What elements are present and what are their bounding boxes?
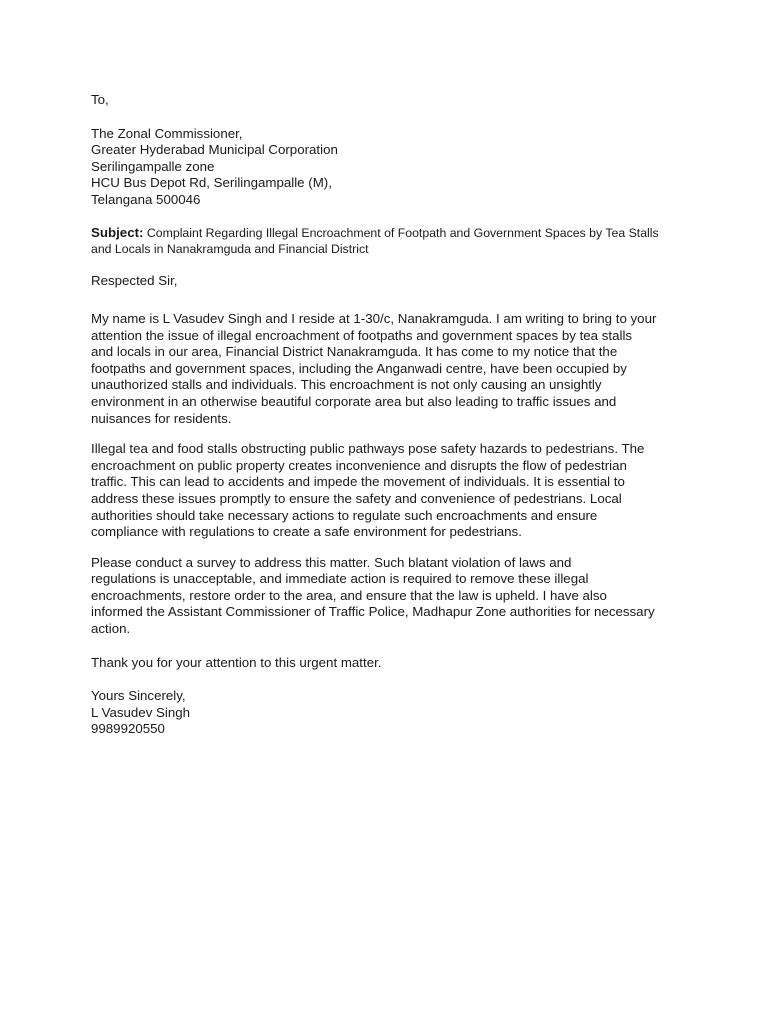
paragraph-2 (91, 441, 691, 541)
paragraph-line: Illegal tea and food stalls obstructing public pathways pose safety hazards to pedestrians. The (91, 441, 645, 457)
letter-body (91, 92, 691, 738)
thanks-line: Thank you for your attention to this urgent matter. (91, 654, 382, 670)
recipient-address (91, 126, 691, 209)
paragraph-line: authorities should take necessary actions to regulate such encroachments and ensure (91, 507, 598, 523)
valediction: Yours Sincerely, (91, 688, 186, 704)
paragraph-line: regulations is unacceptable, and immediate action is required to remove these illegal (91, 571, 589, 587)
paragraph-line: informed the Assistant Commissioner of Traffic Police, Madhapur Zone authorities for necessary (91, 604, 655, 620)
paragraph-line: My name is L Vasudev Singh and I reside at 1-30/c, Nanakramguda. I am writing to bring to your (91, 310, 657, 326)
salutation-to: To, (91, 92, 109, 107)
paragraph-3 (91, 555, 691, 638)
paragraph-1 (91, 311, 691, 427)
paragraph-line: environment in an otherwise beautiful corporate area but also leading to traffic issues and (91, 393, 617, 409)
recipient-street: HCU Bus Depot Rd, Serilingampalle (M), (91, 175, 332, 191)
paragraph-line: compliance with regulations to create a safe environment for pedestrians. (91, 524, 522, 540)
sender-name: L Vasudev Singh (91, 704, 191, 720)
paragraph-line: address these issues promptly to ensure the safety and convenience of pedestrians. Local (91, 490, 622, 506)
paragraph-line: nuisances for residents. (91, 410, 232, 426)
subject-line-2: and Locals in Nanakramguda and Financial District (91, 241, 369, 256)
paragraph-line: Please conduct a survey to address this matter. Such blatant violation of laws and (91, 554, 572, 570)
paragraph-line: encroachments, restore order to the area, and ensure that the law is upheld. I have also (91, 587, 607, 603)
greeting: Respected Sir, (91, 273, 178, 289)
subject-line-1: Complaint Regarding Illegal Encroachment of Footpath and Government Spaces by Tea Stalls (146, 225, 659, 240)
paragraph-line: encroachment on public property creates inconvenience and disrupts the flow of pedestrian (91, 457, 627, 473)
signature-block (91, 688, 691, 738)
subject-block (91, 225, 691, 258)
paragraph-line: action. (91, 621, 131, 637)
subject-label: Subject: (91, 224, 144, 240)
recipient-zone: Serilingampalle zone (91, 158, 215, 174)
paragraph-line: and locals in our area, Financial District Nanakramguda. It has come to my notice that the (91, 344, 618, 360)
sender-phone: 9989920550 (91, 721, 165, 737)
recipient-state-pin: Telangana 500046 (91, 191, 201, 207)
paragraph-line: traffic. This can lead to accidents and impede the movement of individuals. It is essential to (91, 474, 625, 490)
paragraph-line: attention the issue of illegal encroachment of footpaths and government spaces by tea stalls (91, 327, 633, 343)
recipient-title: The Zonal Commissioner, (91, 125, 243, 141)
paragraph-line: footpaths and government spaces, including the Anganwadi centre, have been occupied by (91, 360, 627, 376)
recipient-organization: Greater Hyderabad Municipal Corporation (91, 142, 338, 158)
paragraph-line: unauthorized stalls and individuals. This encroachment is not only causing an unsightly (91, 377, 602, 393)
